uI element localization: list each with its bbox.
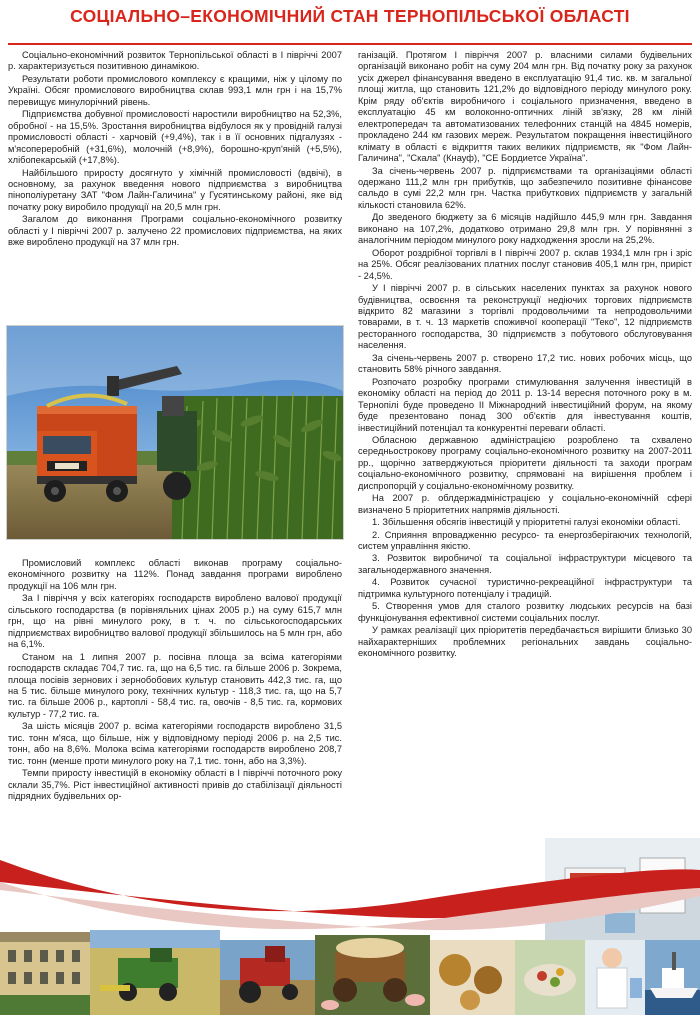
right-column [358,50,692,661]
page-title: СОЦІАЛЬНО–ЕКОНОМІЧНИЙ СТАН ТЕРНОПІЛЬСЬКОЇ ОБЛАСТІ [70,6,630,26]
priority-item: 5. Створення умов для сталого розвитку людських ресурсів на базі функціонування ефективної системи соціальних послуг. [358,601,692,623]
paragraph: До зведеного бюджету за 6 місяців надійшло 445,9 млн грн. Завдання виконано на 107,2%, додатково отримано 29,8 млн грн. У порівнянні з аналогічним періодом минулого року надходження зросли на 25,2%. [358,212,692,246]
paragraph: Загалом до виконання Програми соціально-економічного розвитку області у І півріччі 2007 р. залучено 22 промислових підприємства, на яких вже вироблено продукції на 37 млн грн. [8,214,342,248]
left-column-bottom-text [8,558,342,804]
paragraph: Обласною державною адміністрацією розроблено та схвалено середньострокову програму соціально-економічного розвитку на 2007-2011 рр., щорічно затверджуються пріоритети діяльності та заходи програм соціально-економічного розвитку, спрямовані на вирішення проблем і диспропорцій у соціально-економічному розвитку. [358,434,692,491]
paragraph: За І півріччя у всіх категоріях господарств вироблено валової продукції сільського господарства (в порівняльних цінах 2005 р.) на суму 615,7 млн грн, що на рівні минулого року, в т. ч. по сільськогосподарських підприємствах виробництво валової продукції збільшилось на 5 млн грн, або на 6,1%. [8,593,342,650]
paragraph: Підприємства добувної промисловості наростили виробництво на 52,3%, обробної - на 15,5%. Зростання виробництва відбулося як у провідній галузі промисловості області - харчовій (+9,4%), так і в її основних підгалузях - м'ясопереробній (+31,6%), молочній (+8,9%), борошно-круп'яній (+5,5%), хлібопекарській (+17,8%). [8,109,342,166]
priority-item: 3. Розвиток виробничої та соціальної інфраструктури місцевого та загальнодержавного значення. [358,553,692,575]
paragraph: Найбільшого приросту досягнуто у хімічній промисловості (вдвічі), в основному, за рахунок введення нового підприємства з виробництва пінополіуретану ЗАТ "Фом Лайн-Галичина" у Гусятинському районі, яке від початку року виробило продукції на 20,5 млн грн. [8,167,342,212]
paragraph: Промисловий комплекс області виконав програму соціально-економічного розвитку на 112%. Понад завдання програми вироблено продукції на 106 млн грн. [8,558,342,591]
paragraph: За січень-червень 2007 р. створено 17,2 тис. нових робочих місць, що становить 58% річного завдання. [358,352,692,375]
footer-photo-collage [0,840,700,1015]
paragraph: За січень-червень 2007 р. підприємствами та організаціями області одержано 111,2 млн грн прибутків, що забезпечило позитивне фінансове сальдо в сумі 22,2 млн грн. Частка прибуткових підприємств у загальній кількості становила 62%. [358,165,692,210]
paragraph: Результати роботи промислового комплексу є кращими, ніж у цілому по Україні. Обсяг промислового виробництва склав 993,1 млн грн і на 15,7% перевищує минулорічний рівень. [8,73,342,107]
paragraph: За шість місяців 2007 р. всіма категоріями господарств вироблено 31,5 тис. тонн м'яса, що більше, ніж у відповідному періоді 2006 р. на 2,5 тис. тонн, або на 8,6%. Молока всіма категоріями господарств вироблено 208,7 тис. тонн (менше проти минулого року на 7,1 тис. тонн, або на 3,3%). [8,721,342,766]
paragraph: У І півріччі 2007 р. в сільських населених пунктах за рахунок нового будівництва, освоєння та реконструкції недіючих торгових підприємств відкрито 82 магазини з торгівлі продовольчими та непродовольчими товарами, в т. ч. 13 маркетів споживчої кооперації "Теко", 12 підприємств ресторанного господарства, 30 підприємств з побутового обслуговування населення. [358,283,692,351]
left-column [8,50,342,802]
paragraph: Соціально-економічний розвиток Тернопільської області в І півріччі 2007 р. характеризується позитивною динамікою. [8,50,342,72]
harvest-photo [6,325,344,540]
harvest-illustration [7,326,344,540]
paragraph: Оборот роздрібної торгівлі в І півріччі 2007 р. склав 1934,1 млн грн і зріс на 25%. Обсяг реалізованих платних послуг становив 405,1 млн грн, приріст - 24,5%. [358,247,692,281]
paragraph: Розпочато розробку програми стимулювання залучення інвестицій в економіку області на період до 2011 р. 13-14 вересня поточного року в м. Тернопілі буде проведено ІІ Міжнародний інвестиційний форум, на якому буде презентовано понад 300 об'єктів для інвестування коштів, інвестиційний потенціал та конкурентні переваги області. [358,376,692,433]
paragraph: На 2007 р. облдержадміністрацією у соціально-економічній сфері визначено 5 пріоритетних напрямів діяльності. [358,493,692,515]
paragraph: Темпи приросту інвестицій в економіку області в І півріччі поточного року склали 35,7%. Ріст інвестиційної активності привів до стабілізації діяльності підрядних будівельних ор- [8,768,342,802]
priority-item: 4. Розвиток сучасної туристично-рекреаційної інфраструктури та підтримка культурного потенціалу і традицій. [358,577,692,599]
paragraph: У рамках реалізації цих пріоритетів передбачається вирішити близько 30 найхарактерніших проблемних регіональних завдань соціально-економічного розвитку. [358,625,692,659]
footer-collage-illustration [0,840,700,1015]
paragraph: Станом на 1 липня 2007 р. посівна площа за всіма категоріями господарств складає 704,7 тис. га, що на 6,5 тис. га більше 2006 р. Зокрема, площа посівів зернових і зернобобових культур становить 442,3 тис. га, що на 5 тис. більше минулого року, технічних культур - 118,3 тис. га, що на 5,7 тис. га більше 2006 р., картоплі - 58,4 тис. га, овочів - 8,5 тис. га, кормових культур - 77,2 тис. га. [8,651,342,719]
priority-item: 2. Сприяння впровадженню ресурсо- та енергозберігаючих технологій, систем управління якістю. [358,529,692,552]
paragraph: ганізацій. Протягом І півріччя 2007 р. власними силами будівельних організацій виконано робіт на суму 204 млн грн. Від початку року за рахунок усіх джерел фінансування введено в експлуатацію 91,4 тис. кв. м загальної площі житла, що становить 121,2% до відповідного періоду минулого року. Крім ряду об'єктів виробничого і соціального призначення, введено в експлуатацію 45 км волоконно-оптичних ліній зв'язку, 28 км ліній електропередач та автоматизованих телефонних станцій на 4845 номерів, прокладено 244 км газових мереж. Результатом покращення інвестиційного клімату в області є відкриття таких великих підприємств, як "Фом Лайн-Галичина", "Скала" (Кнауф), "СЕ Бордиетсе Україна". [358,50,692,164]
left-column-top-text [8,50,342,249]
priority-item: 1. Збільшення обсягів інвестицій у пріоритетні галузі економіки області. [372,517,681,528]
title-divider [8,43,692,45]
